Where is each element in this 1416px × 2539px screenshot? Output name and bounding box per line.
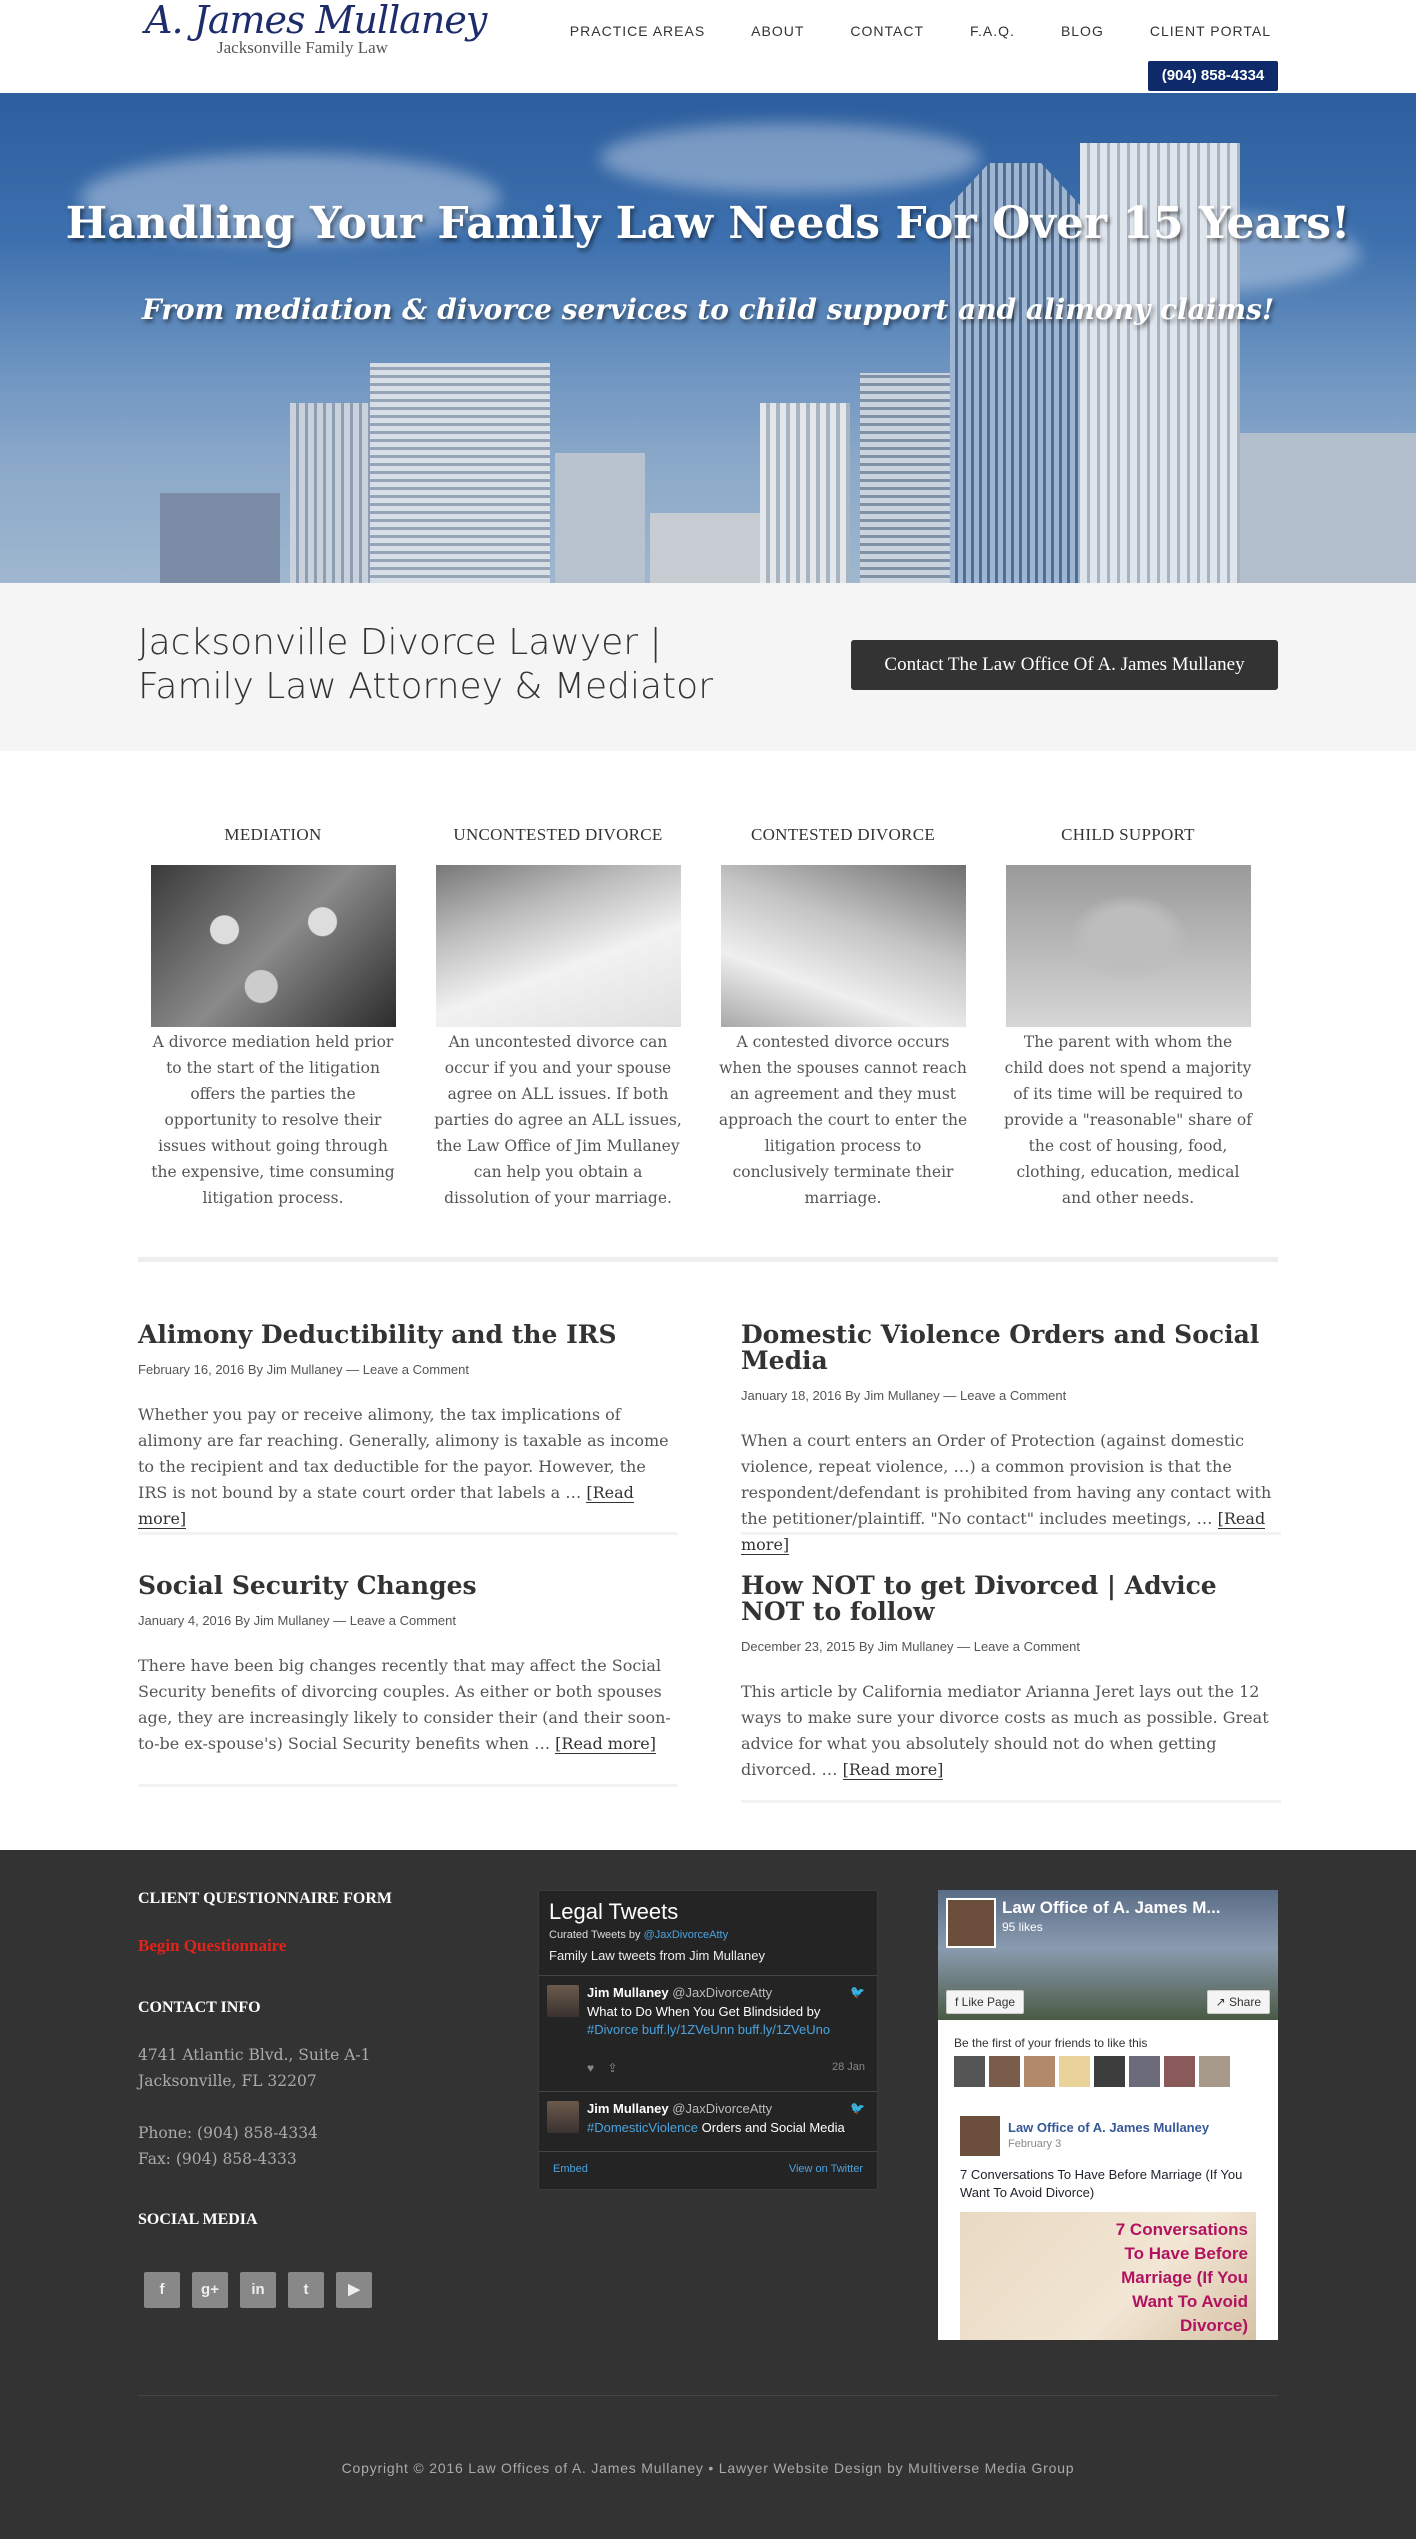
divider <box>539 2091 877 2092</box>
tweet-body: Orders and Social Media <box>698 2120 845 2135</box>
building <box>160 493 280 583</box>
meta-separator: — <box>957 1639 971 1654</box>
post-meta <box>138 1613 678 1628</box>
facebook-icon: f <box>955 1995 962 2009</box>
divider <box>539 1975 877 1976</box>
blog-post <box>741 1322 1281 1558</box>
twitter-widget <box>538 1890 878 2190</box>
document-image[interactable] <box>721 865 966 1027</box>
page-title: Jacksonville Divorce Lawyer | Family Law Attorney & Mediator <box>138 622 713 707</box>
site-logo[interactable] <box>145 0 487 62</box>
post-excerpt <box>138 1653 678 1757</box>
excerpt-text: Whether you pay or receive alimony, the tax implications of alimony are far reaching. Generally, alimony is taxable as income to the recipient and tax deductible for the payor. However, the IRS is not bound by a state court order that labels a … <box>138 1405 669 1502</box>
tweet-text <box>587 2003 857 2039</box>
tweet[interactable] <box>547 2101 869 2151</box>
service-child-support <box>993 825 1263 1211</box>
friend-avatar[interactable] <box>1024 2056 1055 2087</box>
leave-comment-link[interactable]: Leave a Comment <box>349 1613 456 1628</box>
nav-practice-areas[interactable]: PRACTICE AREAS <box>569 23 706 39</box>
post-by: By <box>845 1388 861 1403</box>
post-author-avatar[interactable] <box>960 2116 1000 2156</box>
author-name: Jim Mullaney <box>587 2101 669 2116</box>
post-by: By <box>234 1613 251 1628</box>
service-description: An uncontested divorce can occur if you and your spouse agree on ALL issues. If both parties do agree an ALL issues, the Law Office of Jim Mullaney can help you obtain a dissolution of your marriage. <box>434 1033 682 1207</box>
twitter-bird-icon[interactable]: 🐦 <box>850 1985 865 1999</box>
nav-contact[interactable]: CONTACT <box>850 23 925 39</box>
post-meta <box>741 1639 1281 1654</box>
friend-thumbnails <box>954 2056 1230 2087</box>
facebook-icon[interactable]: f <box>144 2272 180 2308</box>
read-more-link[interactable]: [Read more] <box>842 1760 944 1779</box>
excerpt-text: When a court enters an Order of Protection (against domestic violence, repeat violence, …) a common provision is that the respondent/defendant is prohibited from having any contact with the petitioner/plaintiff. "No contact" includes meetings, … <box>741 1431 1272 1528</box>
phone-button[interactable]: (904) 858-4334 <box>1148 61 1278 91</box>
post-image[interactable] <box>960 2212 1256 2340</box>
service-description: A contested divorce occurs when the spouses cannot reach an agreement and they must approach the court to enter the litigation process to conclusively terminate their marriage. <box>718 1033 968 1207</box>
excerpt-text: This article by California mediator Arianna Jeret lays out the 12 ways to make sure your divorce costs as much as possible. Great advice for what you absolutely should not do when getting divorced. … <box>741 1682 1269 1779</box>
tweet-author[interactable] <box>587 1985 772 2000</box>
post-author[interactable]: Jim Mullaney <box>253 1613 330 1628</box>
questionnaire-heading: CLIENT QUESTIONNAIRE FORM <box>138 1890 392 1907</box>
blog-post <box>138 1322 678 1532</box>
leave-comment-link[interactable]: Leave a Comment <box>362 1362 469 1377</box>
service-title[interactable]: CHILD SUPPORT <box>1061 825 1195 844</box>
meta-separator: — <box>943 1388 957 1403</box>
post-meta <box>741 1388 1281 1403</box>
leave-comment-link[interactable]: Leave a Comment <box>973 1639 1080 1654</box>
tweet-date[interactable]: 28 Jan <box>831 2061 865 2073</box>
service-uncontested-divorce <box>423 825 693 1211</box>
page-profile-picture[interactable] <box>946 1898 996 1948</box>
share-icon: ↗ <box>1215 1995 1229 2009</box>
friend-avatar[interactable] <box>1164 2056 1195 2087</box>
section-divider <box>138 1257 1278 1262</box>
post-date: January 4, 2016 <box>138 1613 232 1628</box>
contact-office-button[interactable]: Contact The Law Office Of A. James Mullaney <box>851 640 1278 690</box>
friends-like-text: Be the first of your friends to like this <box>954 2036 1148 2050</box>
logo-name: A. James Mullaney <box>145 0 487 42</box>
signing-image[interactable] <box>436 865 681 1027</box>
linkedin-icon[interactable]: in <box>240 2272 276 2308</box>
phone-number: Phone: (904) 858-4334 <box>138 2124 318 2142</box>
post-title[interactable]: Domestic Violence Orders and Social Media <box>741 1320 1260 1375</box>
post-author[interactable]: Jim Mullaney <box>266 1362 343 1377</box>
address-line-2: Jacksonville, FL 32207 <box>138 2072 317 2090</box>
post-author-name[interactable]: Law Office of A. James Mullaney <box>1008 2120 1210 2135</box>
service-title[interactable]: MEDIATION <box>224 825 322 844</box>
building <box>1240 433 1416 583</box>
post-author[interactable]: Jim Mullaney <box>863 1388 940 1403</box>
friend-avatar[interactable] <box>954 2056 985 2087</box>
hero-title: Handling Your Family Law Needs For Over 15 Years! <box>65 198 1351 249</box>
post-excerpt <box>741 1428 1281 1558</box>
post-title[interactable]: Alimony Deductibility and the IRS <box>138 1320 617 1349</box>
twitter-bird-icon[interactable]: 🐦 <box>850 2101 865 2115</box>
view-on-twitter-link[interactable]: View on Twitter <box>788 2163 863 2175</box>
building <box>370 363 550 583</box>
nav-client-portal[interactable]: CLIENT PORTAL <box>1149 23 1271 39</box>
tweet-text <box>587 2119 857 2137</box>
friend-avatar[interactable] <box>1094 2056 1125 2087</box>
friend-avatar[interactable] <box>989 2056 1020 2087</box>
service-title[interactable]: CONTESTED DIVORCE <box>750 825 936 844</box>
leave-comment-link[interactable]: Leave a Comment <box>960 1388 1067 1403</box>
post-divider <box>138 1532 678 1535</box>
like-page-label: Like Page <box>961 1995 1016 2009</box>
service-description: A divorce mediation held prior to the start of the litigation offers the parties the opportunity to resolve their issues without going through the expensive, time consuming litigation process. <box>151 1033 395 1207</box>
post-date: February 16, 2016 <box>138 1362 245 1377</box>
friend-avatar[interactable] <box>1059 2056 1090 2087</box>
practice-areas-section <box>138 825 1278 1225</box>
main-nav <box>547 22 1271 40</box>
post-divider <box>138 1784 678 1787</box>
cloud <box>600 123 980 193</box>
like-page-button[interactable] <box>946 1990 1024 2014</box>
nav-blog[interactable]: BLOG <box>1060 23 1104 39</box>
building <box>555 453 645 583</box>
nav-about[interactable]: ABOUT <box>751 23 805 39</box>
avatar[interactable] <box>547 2101 579 2133</box>
intro-band <box>0 583 1416 751</box>
fax-number: Fax: (904) 858-4333 <box>138 2150 297 2168</box>
author-handle: @JaxDivorceAtty <box>672 2101 773 2116</box>
share-label: Share <box>1228 1995 1261 2009</box>
tweet-links[interactable]: #Divorce buff.ly/1ZVeUnn buff.ly/1ZVeUno <box>587 2022 831 2037</box>
contact-info-heading: CONTACT INFO <box>138 1999 261 2016</box>
meta-separator: — <box>333 1613 347 1628</box>
embed-link[interactable]: Embed <box>553 2163 588 2175</box>
post-text: 7 Conversations To Have Before Marriage (If You Want To Avoid Divorce) <box>960 2167 1243 2200</box>
post-divider <box>741 1800 1281 1803</box>
social-links <box>144 2272 372 2308</box>
curated-prefix: Curated Tweets by <box>549 1929 644 1941</box>
nav-faq[interactable]: F.A.Q. <box>970 23 1015 39</box>
like-icon[interactable]: ♥ <box>587 2061 595 2075</box>
excerpt-text: There have been big changes recently that may affect the Social Security benefits of divorcing couples. As either or both spouses age, they are increasingly likely to consider their (and their soon-to-be ex-spouse's) Social Security benefits when … <box>138 1656 671 1753</box>
twitter-description: Family Law tweets from Jim Mullaney <box>549 1948 765 1963</box>
read-more-link[interactable]: [Read more] <box>555 1734 656 1753</box>
post-date: December 23, 2015 <box>741 1639 856 1654</box>
friend-avatar[interactable] <box>1199 2056 1230 2087</box>
author-name: Jim Mullaney <box>587 1985 669 2000</box>
tweet-author[interactable] <box>587 2101 772 2116</box>
post-by: By <box>247 1362 264 1377</box>
facebook-likes: 95 likes <box>1002 1920 1043 1934</box>
post-author[interactable]: Jim Mullaney <box>877 1639 954 1654</box>
read-more-link[interactable]: [Read more] <box>741 1509 1266 1554</box>
post-title[interactable]: Social Security Changes <box>138 1571 477 1600</box>
logo-tagline: Jacksonville Family Law <box>217 38 388 57</box>
hero-banner <box>0 93 1416 583</box>
share-button[interactable] <box>1207 1990 1270 2014</box>
post-date: January 18, 2016 <box>741 1388 842 1403</box>
divider <box>539 2151 877 2152</box>
twitter-widget-title: Legal Tweets <box>549 1899 679 1924</box>
curated-by <box>549 1929 728 1941</box>
post-excerpt <box>741 1679 1281 1783</box>
friend-avatar[interactable] <box>1129 2056 1160 2087</box>
google-plus-icon[interactable]: g+ <box>192 2272 228 2308</box>
post-by: By <box>858 1639 874 1654</box>
youtube-icon[interactable]: ▶ <box>336 2272 372 2308</box>
address-line-1: 4741 Atlantic Blvd., Suite A-1 <box>138 2046 371 2064</box>
facebook-page-name[interactable]: Law Office of A. James M... <box>1002 1898 1221 1917</box>
service-description: The parent with whom the child does not spend a majority of its time will be required to provide a "reasonable" share of the cost of housing, food, clothing, education, medical and other needs. <box>1004 1033 1252 1207</box>
site-header <box>0 0 1416 93</box>
tweet-hashtag[interactable]: #DomesticViolence <box>587 2120 699 2135</box>
footer-divider <box>138 2395 1278 2396</box>
post-image-caption: 7 Conversations To Have Before Marriage (If You Want To Avoid Divorce) <box>1115 2220 1248 2335</box>
read-more-link[interactable]: [Read more] <box>138 1483 634 1528</box>
post-title[interactable]: How NOT to get Divorced | Advice NOT to follow <box>741 1571 1217 1626</box>
service-title[interactable]: UNCONTESTED DIVORCE <box>453 825 663 844</box>
building <box>760 403 850 583</box>
post-meta <box>138 1362 678 1377</box>
tweet[interactable] <box>547 1985 869 2085</box>
post-date[interactable]: February 3 <box>1008 2138 1062 2150</box>
avatar[interactable] <box>547 1985 579 2017</box>
hero-subtitle: From mediation & divorce services to child support and alimony claims! <box>141 293 1275 326</box>
share-icon[interactable]: ⇪ <box>607 2061 618 2075</box>
post-excerpt <box>138 1402 678 1532</box>
twitter-icon[interactable]: t <box>288 2272 324 2308</box>
tweet-body: What to Do When You Get Blindsided by <box>587 2004 821 2019</box>
service-contested-divorce <box>708 825 978 1211</box>
post-divider <box>741 1532 1281 1535</box>
curator-handle[interactable]: @JaxDivorceAtty <box>643 1929 729 1941</box>
social-media-heading: SOCIAL MEDIA <box>138 2211 258 2228</box>
blog-post <box>138 1573 678 1757</box>
begin-questionnaire-link[interactable]: Begin Questionnaire <box>138 1936 287 1955</box>
author-handle: @JaxDivorceAtty <box>672 1985 773 2000</box>
holding-hands-image[interactable] <box>1006 865 1251 1027</box>
tweet-actions <box>587 2061 618 2075</box>
facebook-widget <box>938 1890 1278 2340</box>
meta-separator: — <box>346 1362 360 1377</box>
service-mediation <box>138 825 408 1211</box>
blog-post <box>741 1573 1281 1783</box>
copyright-text: Copyright © 2016 Law Offices of A. James Mullaney • Lawyer Website Design by Multiverse Media Group <box>341 2460 1075 2476</box>
mediation-image[interactable] <box>151 865 396 1027</box>
